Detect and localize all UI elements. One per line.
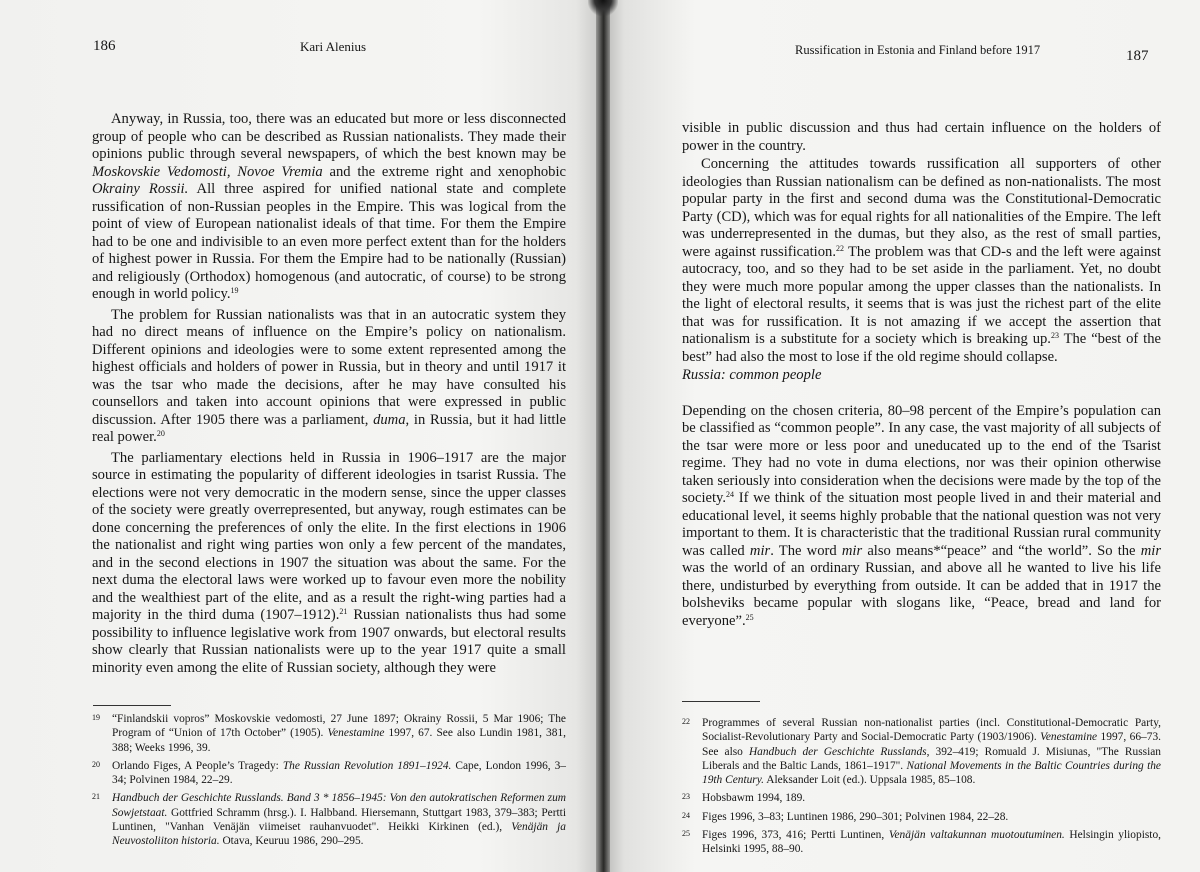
footnote-rule [93, 705, 171, 706]
footnote-number: 21 [92, 792, 100, 802]
footnote-text [702, 811, 1008, 823]
text-run: , 392–419; Romuald J. Misiunas, "The Russian Liberals and the Baltic Lands, 1861–1917". [702, 745, 1161, 772]
footnote-reference: 22 [835, 243, 844, 253]
footnote-text [702, 829, 1161, 855]
italic-text: National Movements in the Baltic Countries during the 19th Century. [702, 759, 1161, 787]
text-run: Figes 1996, 373, 416; Pertti Luntinen, [702, 829, 889, 842]
text-run: The problem for Russian nationalists was that in an autocratic system they had no direct means of influence on the Empire’s policy on nationalism. Different opinions and ideologies were to some extent represented among the highest officials and holders of power in Russia, but in theory and until 1917 it was the tsar who made the decisions, after he may have consulted his counsellors and taken into account opinions that were expressed in public discussion. After 1905 there was a parliament, [92, 306, 566, 428]
text-run: , in Russia, but it had little real power. [92, 411, 566, 445]
text-run: Hobsbawm 1994, 189. [702, 792, 806, 805]
footnote-20 [92, 759, 566, 788]
paragraph [682, 120, 1161, 155]
gutter-shadow [588, 0, 618, 16]
text-run: Otava, Keuruu 1986, 290–295. [219, 835, 364, 848]
text-run: Figes 1996, 3–83; Luntinen 1986, 290–301; Polvinen 1984, 22–28. [702, 810, 1009, 823]
footnote-25 [682, 828, 1161, 857]
footnote-19 [92, 712, 566, 755]
italic-text: mir [749, 542, 771, 559]
paragraph [92, 111, 566, 304]
footnote-text [702, 717, 1161, 786]
text-run: was the world of an ordinary Russian, and above all he wanted to live his life there, undisturbed by everything from outside. It can be added that in 1917 the bolsheviks became popular with slogans like, “Peace, bread and land for everyone”. [682, 560, 1161, 629]
paragraph [92, 450, 566, 678]
footnote-text [702, 792, 805, 804]
text-run: Orlando Figes, A People’s Tragedy: [112, 759, 283, 772]
text-run: Depending on the chosen criteria, 80–98 percent of the Empire’s population can be classified as “common people”. In any case, the vast majority of all subjects of the tsar were more or less poor and uneducated up to the end of the Tsarist regime. They had no vote in duma elections, nor was their opinion otherwise taken seriously into consideration when the decisions were made by the top of the society. [682, 402, 1161, 506]
italic-text: Venäjän valtakunnan muotoutuminen. [888, 829, 1065, 842]
italic-text: duma [373, 411, 406, 428]
footnote-number: 25 [682, 829, 690, 839]
running-head-author: Kari Alenius [300, 39, 367, 54]
italic-text: The Russian Revolution 1891–1924. [282, 759, 452, 772]
text-run: Helsingin yliopisto, Helsinki 1995, 88–90. [702, 829, 1162, 856]
italic-text: Handbuch der Geschichte Russlands. Band 3 * 1856–1945: Von den autokratischen Reformen zum Sowjetstaat. [112, 792, 566, 819]
footnote-reference: 24 [726, 490, 735, 499]
text-run: The parliamentary elections held in Russia in 1906–1917 are the major source in estimating the popularity of different ideologies in tsarist Russia. The elections were not very democratic in the modern sense, since the upper classes of the society were greatly overrepresented, but anyway, rough estimates can be done concerning the preferences of only the elite. In the first elections in 1906 the nationalist and right wing parties won only a few percent of the mandates, and in the second elections in 1907 the situation was about the same. For the next duma the electoral laws were worked up to favour even more the nobility and the wealthiest part of the elite, and as a result the right-wing parties had a majority in the third duma (1907–1912). [92, 449, 566, 623]
text-run: and the extreme right and xenophobic [322, 163, 566, 180]
text-run: If we think of the situation most people lived in and their material and educational level, it seems highly probable that the national question was not very important to them. It is characteristic that the traditional Russian rural community was called [682, 490, 1161, 559]
italic-text: Handbuch der Geschichte Russlands [748, 745, 927, 758]
italic-text: Moskovskie Vedomosti, Novoe Vremia [92, 163, 323, 180]
book-gutter [596, 0, 610, 872]
text-run: Aleksander Loit (ed.). Uppsala 1985, 85–108. [764, 774, 976, 787]
footnote-23 [682, 791, 1161, 805]
paragraph [682, 403, 1161, 631]
text-run: 1997, 66–73. See also [702, 731, 1161, 758]
text-run: . The word [770, 542, 842, 559]
page-number-left: 186 [93, 38, 116, 54]
footnote-number: 22 [682, 717, 690, 726]
text-run: Russian nationalists thus had some possibility to influence legislative work from 1907 onwards, but electoral results show clearly that Russian nationalists were up to the year 1917 quite a small minority even among the elite of Russian society, although they were [92, 607, 566, 676]
footnote-21 [92, 791, 566, 848]
italic-text: Venäjän ja Neuvostoliiton historia. [112, 821, 566, 848]
italic-text: mir [841, 542, 863, 559]
right-footnotes [682, 716, 1161, 861]
page-number-right: 187 [1126, 48, 1149, 64]
paragraph [682, 156, 1161, 366]
footnote-22 [682, 716, 1161, 787]
footnote-number: 20 [92, 759, 100, 769]
footnote-reference: 20 [156, 429, 165, 438]
text-run: “Finlandskii vopros” Moskovskie vedomosti, 27 June 1897; Okrainy Rossii, 5 Mar 1906; The Program of “Union of 17th October” (1905). [112, 713, 566, 740]
footnote-reference: 25 [745, 612, 754, 622]
footnote-reference: 21 [339, 607, 348, 616]
left-body-text [92, 111, 566, 677]
text-run: Gottfried Schramm (hrsg.). I. Halbband. Hiersemann, Stuttgart 1983, 379–383; Pertti Luntinen, "Vanhan Venäjän viimeiset rauhanvuodet". Heikki Kirkinen (ed.), [112, 806, 566, 834]
text-run: Programmes of several Russian non-nationalist parties (incl. Constitutional-Democratic Party, Socialist-Revolutionary Party and Social-Democratic Party (1903/1906). [702, 717, 1161, 744]
running-head-title: Russification in Estonia and Finland before 1917 [795, 43, 1041, 57]
paragraph [92, 307, 566, 447]
italic-text: Okrainy Rossii. [92, 181, 189, 197]
text-run: Concerning the attitudes towards russification all supporters of other ideologies than Russian nationalism can be defined as non-nationalists. The most popular party in the first and second duma was the Constitutional-Democratic Party (CD), which was for equal rights for all nationalities of the Empire. The left was underrepresented in the dumas, but they also, as the rest of small parties, were against russification. [682, 156, 1161, 260]
footnote-reference: 19 [230, 286, 239, 295]
text-run: Anyway, in Russia, too, there was an educated but more or less disconnected group of people who can be described as Russian nationalists. They made their opinions public through several newspapers, of which the best known may be [92, 111, 566, 162]
footnote-24 [682, 810, 1161, 824]
footnote-text [112, 713, 566, 754]
text-run: visible in public discussion and thus had certain influence on the holders of power in the country. [682, 120, 1161, 154]
text-run: All three aspired for unified national state and complete russification of non-Russian peoples in the Empire. This was logical from the point of view of European nationalist ideals of that time. For them the Empire had to be one and indivisible to an even more perfect extent than for the holders of highest power in Russia. For them the Empire had to be nationally (Russian) and religiously (Orthodox) homogenous (and autocratic, of course) to be strong enough in world policy. [92, 181, 566, 302]
italic-text: mir [1140, 542, 1161, 559]
section-heading: Russia: common people [682, 367, 822, 383]
footnote-rule [682, 701, 760, 702]
footnote-number: 23 [682, 792, 690, 802]
italic-text: Venestamine [1040, 731, 1098, 744]
footnote-number: 24 [682, 810, 690, 820]
italic-text: Venestamine [327, 727, 385, 740]
footnote-text [112, 760, 566, 786]
right-body-text [682, 119, 1161, 630]
text-run: 1997, 67. See also Lundin 1981, 381, 388; Weeks 1996, 39. [112, 727, 566, 754]
footnote-text [112, 792, 566, 847]
footnote-reference: 23 [1050, 331, 1059, 340]
text-run: The problem was that CD-s and the left were against autocracy, too, and so they had to be set aside in the parliament. Yet, no doubt they were much more popular among the upper classes than the nationalists. In the light of electoral results, it seems that is was just the richest part of the elite that was for russification. It is not amazing if we accept the assertion that nationalism is a substitute for a society which is breaking up. [682, 243, 1161, 347]
right-page [606, 0, 1200, 872]
footnote-number: 19 [92, 713, 100, 722]
text-run: Cape, London 1996, 3–34; Polvinen 1984, 22–29. [112, 759, 566, 787]
text-run: also means*“peace” and “the world”. So the [862, 542, 1141, 559]
left-footnotes [92, 712, 566, 853]
text-run: The “best of the best” had also the most to lose if the old regime should collapse. [682, 331, 1161, 365]
